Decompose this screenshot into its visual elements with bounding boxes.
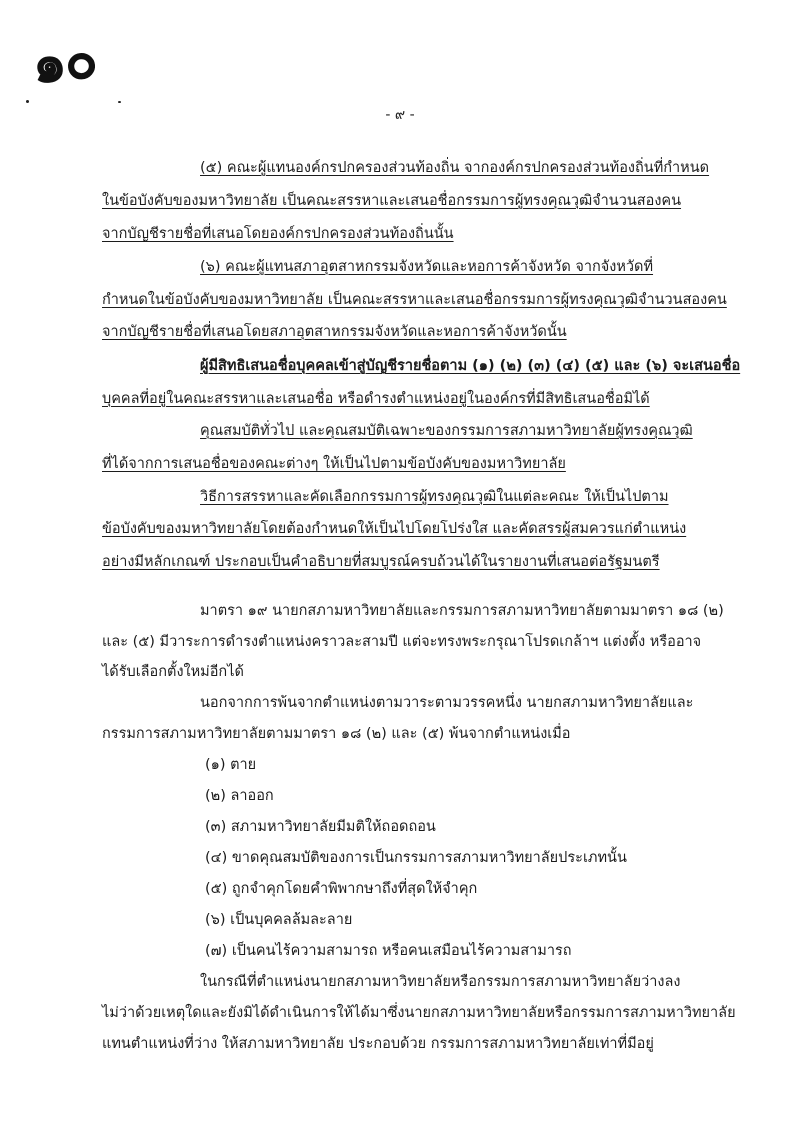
list-item: (๖) เป็นบุคคลล้มละลาย — [205, 912, 353, 928]
para-6-line-2: กำหนดในข้อบังคับของมหาวิทยาลัย เป็นคณะสรรหาและเสนอชื่อกรรมการผู้ทรงคุณวุฒิจำนวนสองคน — [102, 292, 727, 308]
para-8-line-1: คุณสมบัติทั่วไป และคุณสมบัติเฉพาะของกรรมการสภามหาวิทยาลัยผู้ทรงคุณวุฒิ — [200, 423, 693, 439]
section-19-line-7: ไม่ว่าด้วยเหตุใดและยังมิได้ดำเนินการให้ได้มาซึ่งนายกสภามหาวิทยาลัยหรือกรรมการสภามหาวิทยาลัย — [102, 1005, 736, 1021]
para-7-line-2: บุคคลที่อยู่ในคณะสรรหาและเสนอชื่อ หรือดำรงตำแหน่งอยู่ในองค์กรที่มีสิทธิเสนอชื่อมิได้ — [102, 391, 650, 407]
para-6-line-3: จากบัญชีรายชื่อที่เสนอโดยสภาอุตสาหกรรมจังหวัดและหอการค้าจังหวัดนั้น — [102, 324, 567, 340]
section-19-line-8: แทนตำแหน่งที่ว่าง ให้สภามหาวิทยาลัย ประกอบด้วย กรรมการสภามหาวิทยาลัยเท่าที่มีอยู่ — [102, 1036, 654, 1052]
para-9-line-2: ข้อบังคับของมหาวิทยาลัยโดยต้องกำหนดให้เป็นไปโดยโปร่งใส และคัดสรรผู้สมควรแก่ตำแหน่ง — [102, 521, 687, 537]
para-8-line-2: ที่ได้จากการเสนอชื่อของคณะต่างๆ ให้เป็นไปตามข้อบังคับของมหาวิทยาลัย — [102, 456, 566, 472]
section-19-line-3: ได้รับเลือกตั้งใหม่อีกได้ — [102, 664, 244, 680]
list-item: (๕) ถูกจำคุกโดยคำพิพากษาถึงที่สุดให้จำคุก — [205, 881, 478, 897]
para-5-line-3: จากบัญชีรายชื่อที่เสนอโดยองค์กรปกครองส่วนท้องถิ่นนั้น — [102, 226, 454, 242]
list-item: (๓) สภามหาวิทยาลัยมีมติให้ถอดถอน — [205, 819, 436, 835]
scan-speck — [26, 100, 29, 103]
section-19-line-5: กรรมการสภามหาวิทยาลัยตามมาตรา ๑๘ (๒) และ (๕) พ้นจากตำแหน่งเมื่อ — [102, 726, 571, 742]
list-item: (๔) ขาดคุณสมบัติของการเป็นกรรมการสภามหาวิทยาลัยประเภทนั้น — [205, 850, 627, 866]
para-5-line-2: ในข้อบังคับของมหาวิทยาลัย เป็นคณะสรรหาและเสนอชื่อกรรมการผู้ทรงคุณวุฒิจำนวนสองคน — [102, 193, 682, 209]
para-6-line-1: (๖) คณะผู้แทนสภาอุตสาหกรรมจังหวัดและหอการค้าจังหวัด จากจังหวัดที่ — [200, 259, 654, 275]
para-5-line-1: (๕) คณะผู้แทนองค์กรปกครองส่วนท้องถิ่น จากองค์กรปกครองส่วนท้องถิ่นที่กำหนด — [200, 160, 710, 176]
section-19-line-4: นอกจากการพ้นจากตำแหน่งตามวาระตามวรรคหนึ่ง นายกสภามหาวิทยาลัยและ — [200, 695, 694, 711]
scan-speck — [118, 101, 121, 103]
handwritten-page-mark: ๑๐ — [28, 25, 99, 97]
list-item: (๗) เป็นคนไร้ความสามารถ หรือคนเสมือนไร้ความสามารถ — [205, 943, 572, 959]
para-9-line-1: วิธีการสรรหาและคัดเลือกกรรมการผู้ทรงคุณวุฒิในแต่ละคณะ ให้เป็นไปตาม — [200, 489, 669, 505]
para-9-line-3: อย่างมีหลักเกณฑ์ ประกอบเป็นคำอธิบายที่สมบูรณ์ครบถ้วนได้ในรายงานที่เสนอต่อรัฐมนตรี — [102, 554, 660, 570]
section-19-line-6: ในกรณีที่ตำแหน่งนายกสภามหาวิทยาลัยหรือกรรมการสภามหาวิทยาลัยว่างลง — [200, 974, 681, 990]
para-7-line-1: ผู้มีสิทธิเสนอชื่อบุคคลเข้าสู่บัญชีรายชื่อตาม (๑) (๒) (๓) (๔) (๕) และ (๖) จะเสนอชื่อ — [200, 358, 741, 374]
list-item: (๒) ลาออก — [205, 788, 274, 804]
section-19-line-1: มาตรา ๑๙ นายกสภามหาวิทยาลัยและกรรมการสภามหาวิทยาลัยตามมาตรา ๑๘ (๒) — [200, 603, 724, 619]
page-number: - ๙ - — [385, 107, 415, 123]
section-19-line-2: และ (๕) มีวาระการดำรงตำแหน่งคราวละสามปี แต่จะทรงพระกรุณาโปรดเกล้าฯ แต่งตั้ง หรืออาจ — [102, 634, 702, 650]
list-item: (๑) ตาย — [205, 757, 257, 773]
